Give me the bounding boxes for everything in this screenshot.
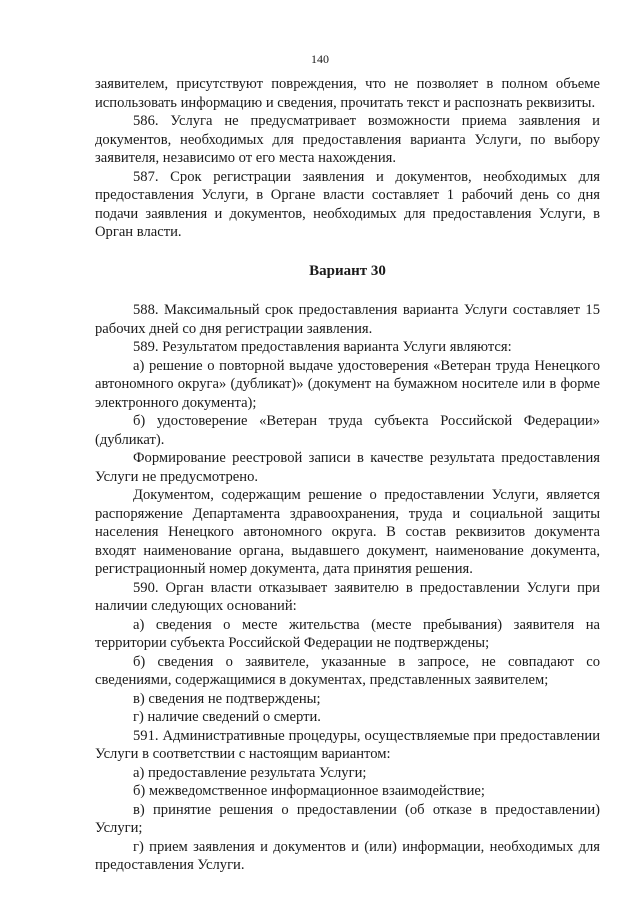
paragraph: Формирование реестровой записи в качестве результата предоставления Услуги не предусмотрено. xyxy=(95,450,600,485)
paragraph: г) наличие сведений о смерти. xyxy=(133,709,321,725)
paragraph: 590. Орган власти отказывает заявителю в предоставлении Услуги при наличии следующих оснований: xyxy=(95,579,600,614)
paragraph: г) прием заявления и документов и (или) информации, необходимых для предоставления Услуги. xyxy=(95,838,600,873)
paragraph: 588. Максимальный срок предоставления варианта Услуги составляет 15 рабочих дней со дня регистрации заявления. xyxy=(95,302,600,337)
paragraph: в) принятие решения о предоставлении (об отказе в предоставлении) Услуги; xyxy=(95,801,600,836)
section-before-heading xyxy=(95,75,600,242)
section-heading: Вариант 30 xyxy=(309,262,386,279)
paragraph: а) сведения о месте жительства (месте пребывания) заявителя на территории субъекта Российской Федерации не подтверждены; xyxy=(95,616,600,651)
paragraph: 586. Услуга не предусматривает возможности приема заявления и документов, необходимых для предоставления варианта Услуги, по выбору заявителя, независимо от его места нахождения. xyxy=(95,113,600,166)
paragraph: б) сведения о заявителе, указанные в запросе, не совпадают со сведениями, содержащимися в документах, представленных заявителем; xyxy=(95,653,600,688)
paragraph: 591. Административные процедуры, осуществляемые при предоставлении Услуги в соответствии с настоящим вариантом: xyxy=(95,727,600,762)
paragraph: в) сведения не подтверждены; xyxy=(133,690,321,707)
paragraph: б) межведомственное информационное взаимодействие; xyxy=(133,783,485,799)
section-after-heading xyxy=(95,301,600,875)
paragraph: 589. Результатом предоставления варианта Услуги являются: xyxy=(133,339,512,355)
paragraph: а) предоставление результата Услуги; xyxy=(133,764,367,781)
page-number: 140 xyxy=(311,52,329,66)
document-body xyxy=(95,75,600,875)
paragraph: 587. Срок регистрации заявления и документов, необходимых для предоставления Услуги, в Органе власти составляет 1 рабочий день со дня подачи заявления и документов, необходимых для предоставления Услуги, в Орган власти. xyxy=(95,168,600,240)
paragraph: а) решение о повторной выдаче удостоверения «Ветеран труда Ненецкого автономного округа» (дубликат)» (документ на бумажном носителе или в форме электронного документа); xyxy=(95,357,600,411)
paragraph: заявителем, присутствуют повреждения, что не позволяет в полном объеме использовать информацию и сведения, прочитать текст и распознать реквизиты. xyxy=(95,76,600,111)
paragraph: Документом, содержащим решение о предоставлении Услуги, является распоряжение Департамента здравоохранения, труда и социальной защиты населения Ненецкого автономного округа. В состав реквизитов документа входят наименование органа, выдавшего документ, наименование документа, регистрационный номер документа, дата принятия решения. xyxy=(95,487,600,577)
paragraph: б) удостоверение «Ветеран труда субъекта Российской Федерации» (дубликат). xyxy=(95,413,600,448)
